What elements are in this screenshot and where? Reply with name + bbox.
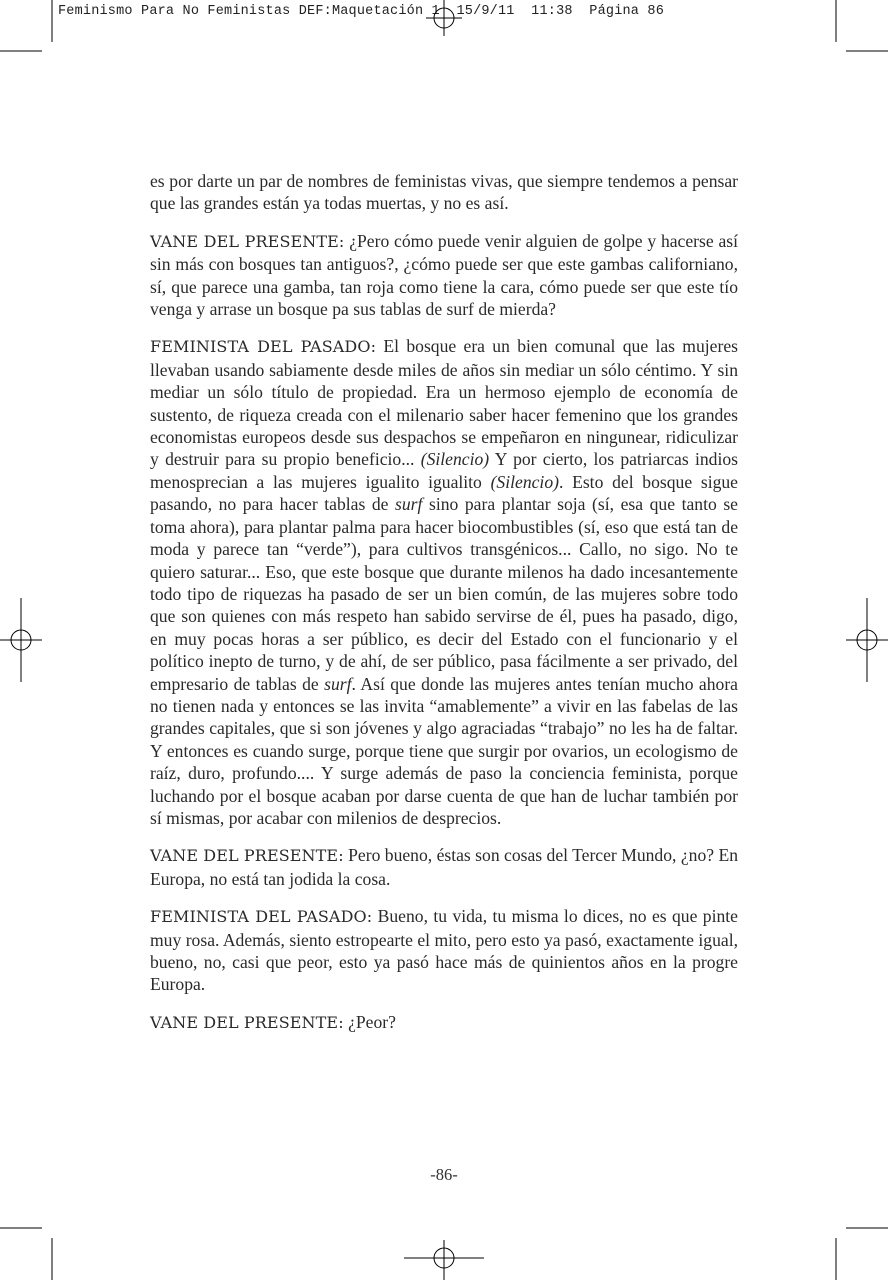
body-text (150, 170, 738, 1049)
dialogue-vane-1 (150, 230, 738, 321)
dialogue-feminista-2 (150, 905, 738, 996)
left-registration-mark-icon (0, 598, 44, 682)
right-registration-mark-icon (844, 598, 888, 682)
top-registration-mark-icon (404, 0, 484, 42)
stage-direction: (Silencio) (420, 449, 490, 470)
speaker-label: VANE DEL PRESENTE: (150, 1012, 344, 1032)
print-slug: Feminismo Para No Feministas DEF:Maquetación 1 15/9/11 11:38 Página 86 (58, 4, 664, 19)
text-segment: Bueno, tu vida, tu misma lo dices, no es que pinte muy rosa. Además, siento estropearte el mito, pero esto ya pasó, exactamente igual, bueno, no, casi que peor, esto ya pasó hace más de quinientos años en la progre Europa. (150, 906, 738, 995)
speaker-label: VANE DEL PRESENTE: (150, 231, 345, 251)
bottom-right-crop-mark-icon (828, 1220, 888, 1280)
paragraph-intro (150, 170, 738, 215)
dialogue-vane-2 (150, 844, 738, 890)
text-segment: Pero bueno, éstas son cosas del Tercer Mundo, ¿no? En Europa, no está tan jodida la cosa. (150, 845, 738, 889)
italic-term: surf (395, 494, 423, 515)
speaker-label: FEMINISTA DEL PASADO: (150, 337, 377, 357)
text-segment: sino para plantar soja (sí, esa que tanto se toma ahora), para plantar palma para hacer biocombustibles (sí, eso que está tan de moda y parece tan “verde”), para cultivos transgénicos... Callo, no sigo. No te quiero saturar... Eso, que este bosque que durante milenos ha dado incesantemente todo tipo de riquezas ha pasado de ser un bien común, de las mujeres sobre todo que son quienes con más respeto han sabido servirse de él, pues ha pasado, digo, en muy pocas horas a ser público, es decir del Estado con el funcionario y el político inepto de turno, y de ahí, de ser público, pasa fácilmente a ser privado, del empresario de tablas de (150, 494, 738, 694)
top-left-crop-mark-icon (0, 0, 60, 60)
top-right-crop-mark-icon (828, 0, 888, 60)
bottom-left-crop-mark-icon (0, 1220, 60, 1280)
dialogue-feminista-1 (150, 335, 738, 829)
text-segment: ¿Peor? (343, 1011, 396, 1032)
text-segment: Y por cierto, los patriarcas indios menosprecian a las mujeres igualito igualito (150, 449, 738, 492)
page-number: -86- (430, 1165, 458, 1184)
speaker-label: FEMINISTA DEL PASADO: (150, 907, 373, 927)
text-segment: ¿Pero cómo puede venir alguien de golpe y hacerse así sin más con bosques tan antiguos?, ¿cómo puede ser que este gambas californiano, sí, que parece una gamba, tan roja como tiene la cara, cómo puede ser que este tío venga y arrase un bosque pa sus tablas de surf de mierda? (150, 230, 738, 320)
stage-direction: (Silencio) (490, 471, 559, 492)
text-segment: . Así que donde las mujeres antes tenían mucho ahora no tienen nada y entonces se las invita “amablemente” a vivir en las fabelas de las grandes capitales, que si son jóvenes y algo agraciadas “trabajo” no les ha de faltar. Y entonces es cuando surge, porque tiene que surgir por ovarios, un ecologismo de raíz, duro, profundo.... Y surge además de paso la conciencia feminista, porque luchando por el bosque acaban por darse cuenta de que han de luchar también por sí mismas, por acabar con milenios de desprecios. (150, 673, 738, 828)
italic-term: surf (324, 673, 352, 694)
text-segment: es por darte un par de nombres de feministas vivas, que siempre tendemos a pensar que las grandes están ya todas muertas, y no es así. (150, 171, 738, 214)
speaker-label: VANE DEL PRESENTE: (150, 846, 344, 866)
text-segment: . Esto del bosque sigue pasando, no para hacer tablas de (150, 471, 738, 515)
dialogue-vane-3 (150, 1011, 738, 1034)
text-segment: El bosque era un bien comunal que las mujeres llevaban usando sabiamente desde miles de años sin mediar un sólo céntimo. Y sin mediar un sólo título de propiedad. Era un hermoso ejemplo de economía de sustento, de riqueza creada con el milenario saber hacer femenino que los grandes economistas europeos desde sus despachos se empeñaron en ningunear, ridiculizar y destruir para su propio beneficio... (150, 336, 738, 470)
bottom-registration-mark-icon (404, 1236, 484, 1280)
